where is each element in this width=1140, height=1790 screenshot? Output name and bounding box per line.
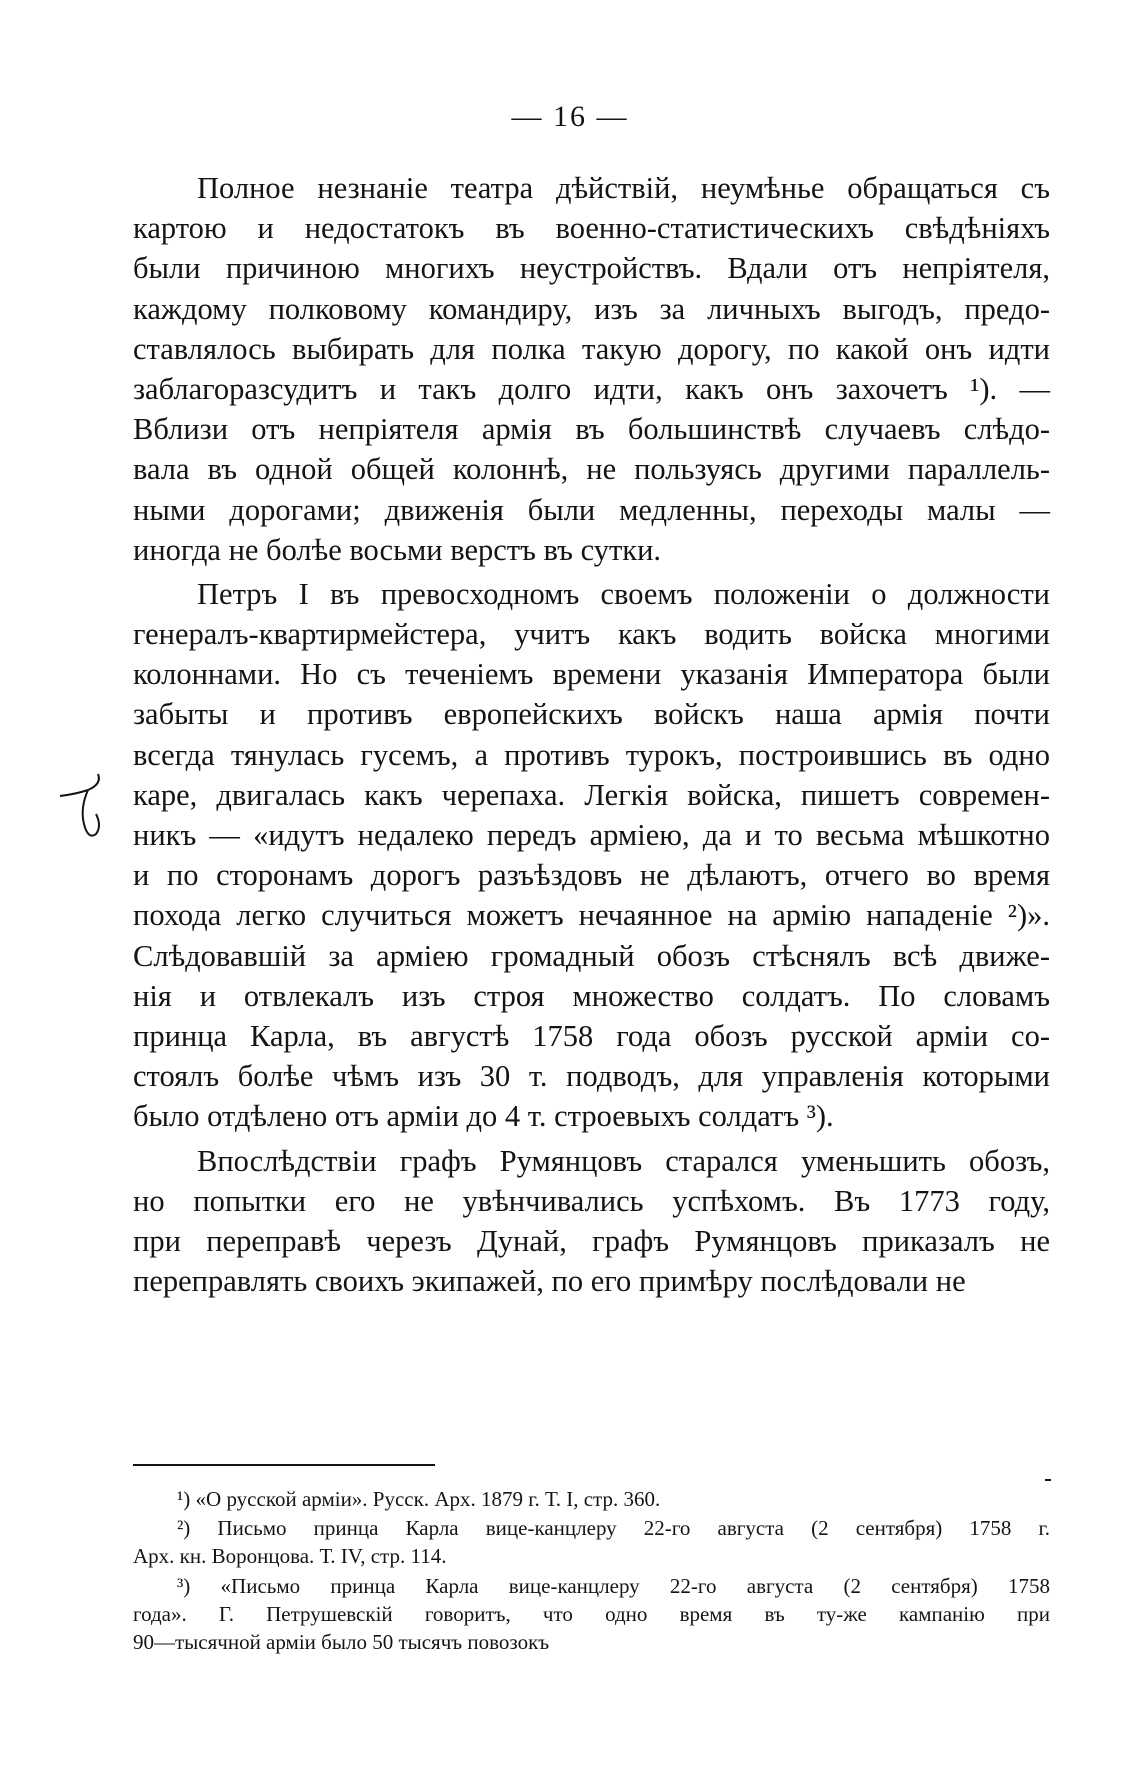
text-line: Полное незнаніе театра дѣйствій, неумѣнье обращаться съ (197, 171, 1050, 205)
text-line: Впослѣдствіи графъ Румянцовъ старался уменьшить обозъ, (197, 1143, 1050, 1178)
text-line: колоннами. Но съ теченіемъ времени указанія Императора были (133, 657, 1050, 692)
text-line: при переправѣ черезъ Дунай, графъ Румянцовъ приказалъ не (133, 1223, 1050, 1258)
text-line: генералъ-квартирмейстера, учитъ какъ водить войска многими (133, 617, 1050, 652)
footnote-line: 90—тысячной арміи было 50 тысячъ повозокъ (133, 1629, 550, 1654)
stray-mark (1045, 1479, 1051, 1481)
text-line: Петръ I въ превосходномъ своемъ положеніи о должности (197, 576, 1050, 611)
paragraph (133, 1141, 1050, 1302)
text-line: переправлять своихъ экипажей, по его примѣру послѣдовали не (133, 1264, 966, 1299)
text-line: каре, двигалась какъ черепаха. Легкія войска, пишетъ современ- (133, 777, 1050, 812)
footnotes (133, 1485, 1050, 1657)
text-line: похода легко случиться можетъ нечаянное на армію нападеніе ²)». (133, 898, 1050, 933)
footnote-line: Арх. кн. Воронцова. Т. IV, стр. 114. (133, 1544, 447, 1569)
footnote-line: года». Г. Петрушевскій говоритъ, что одно время въ ту-же кампанію при (133, 1601, 1050, 1626)
footnote (133, 1572, 1050, 1657)
footnote-line: ³) «Письмо принца Карла вице-канцлеру 22-го августа (2 сентября) 1758 (177, 1573, 1050, 1598)
handwritten-margin-mark-icon (52, 770, 112, 850)
paragraph (133, 574, 1050, 1137)
text-line: ными дорогами; движенія были медленны, переходы малы — (133, 492, 1050, 527)
text-line: но попытки его не увѣнчивались успѣхомъ. Въ 1773 году, (133, 1183, 1050, 1218)
text-line: и по сторонамъ дорогъ разъѣздовъ не дѣлаютъ, отчего во время (133, 858, 1050, 893)
text-line: принца Карла, въ августѣ 1758 года обозъ русской арміи со- (133, 1018, 1050, 1053)
text-line: всегда тянулась гусемъ, а противъ турокъ, построившись въ одно (133, 737, 1050, 772)
text-line: никъ — «идутъ недалеко передъ арміею, да и то весьма мѣшкотно (133, 818, 1050, 852)
text-line: были причиною многихъ неустройствъ. Вдали отъ непріятеля, (133, 251, 1050, 286)
footnote (133, 1514, 1050, 1570)
footnote-line: ²) Письмо принца Карла вице-канцлеру 22-го августа (2 сентября) 1758 г. (177, 1516, 1050, 1541)
text-line: было отдѣлено отъ арміи до 4 т. строевыхъ солдатъ ³). (133, 1099, 834, 1134)
body-text (133, 168, 1050, 1305)
footnote-line: ¹) «О русской арміи». Русск. Арх. 1879 г. Т. I, стр. 360. (177, 1487, 661, 1511)
text-line: Слѣдовавшій за арміею громадный обозъ стѣснялъ всѣ движе- (133, 938, 1050, 973)
text-line: Вблизи отъ непріятеля армія въ большинствѣ случаевъ слѣдо- (133, 412, 1050, 447)
footnote (133, 1485, 1050, 1513)
text-line: каждому полковому командиру, изъ за личныхъ выгодъ, предо- (133, 291, 1050, 326)
text-line: забыты и противъ европейскихъ войскъ наша армія почти (133, 697, 1050, 732)
footnote-separator (133, 1464, 435, 1466)
text-line: иногда не болѣе восьми верстъ въ сутки. (133, 532, 662, 567)
text-line: картою и недостатокъ въ военно-статистическихъ свѣдѣніяхъ (133, 211, 1050, 246)
text-line: стоялъ болѣе чѣмъ изъ 30 т. подводъ, для управленія которыми (133, 1059, 1050, 1094)
text-line: заблагоразсудитъ и такъ долго идти, какъ онъ захочетъ ¹). — (133, 371, 1050, 406)
page-number: — 16 — (511, 100, 629, 133)
text-line: нія и отвлекалъ изъ строя множество солдатъ. По словамъ (133, 978, 1050, 1013)
text-line: ставлялось выбирать для полка такую дорогу, по какой онъ идти (133, 331, 1050, 366)
text-line: вала въ одной общей колоннѣ, не пользуясь другими параллель- (133, 452, 1050, 487)
paragraph (133, 168, 1050, 570)
